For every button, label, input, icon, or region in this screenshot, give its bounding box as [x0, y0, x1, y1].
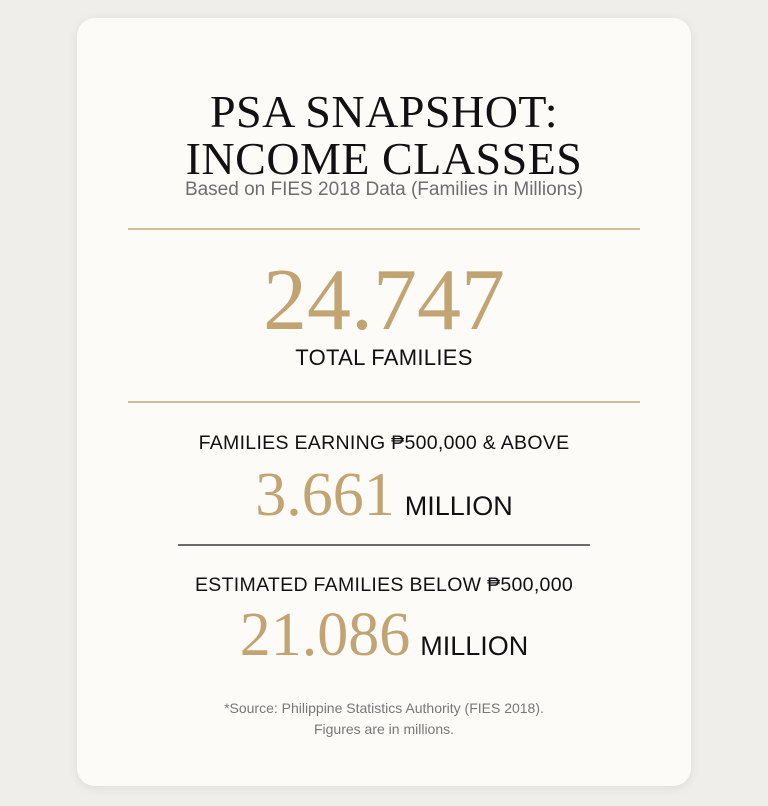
title-line-1: PSA SNAPSHOT: — [209, 86, 559, 137]
below-value: 21.086 — [239, 601, 411, 669]
above-figure — [77, 463, 691, 527]
below-label: ESTIMATED FAMILIES BELOW ₱500,000 — [194, 574, 573, 596]
divider — [128, 401, 640, 403]
total-value: 24.747 — [263, 252, 505, 349]
above-unit: MILLION — [404, 491, 513, 521]
total-label: TOTAL FAMILIES — [295, 345, 473, 370]
source-line-2: Figures are in millions. — [313, 721, 455, 737]
title-line-2: INCOME CLASSES — [185, 133, 583, 184]
subtitle: Based on FIES 2018 Data (Families in Millions) — [184, 179, 584, 200]
above-label: FAMILIES EARNING ₱500,000 & ABOVE — [198, 432, 570, 454]
below-unit: MILLION — [420, 631, 529, 661]
below-figure — [77, 603, 691, 667]
snapshot-card — [77, 18, 691, 786]
divider — [128, 228, 640, 230]
divider — [178, 544, 590, 546]
source-line-1: *Source: Philippine Statistics Authority (FIES 2018). — [224, 700, 544, 716]
above-value: 3.661 — [255, 461, 395, 529]
